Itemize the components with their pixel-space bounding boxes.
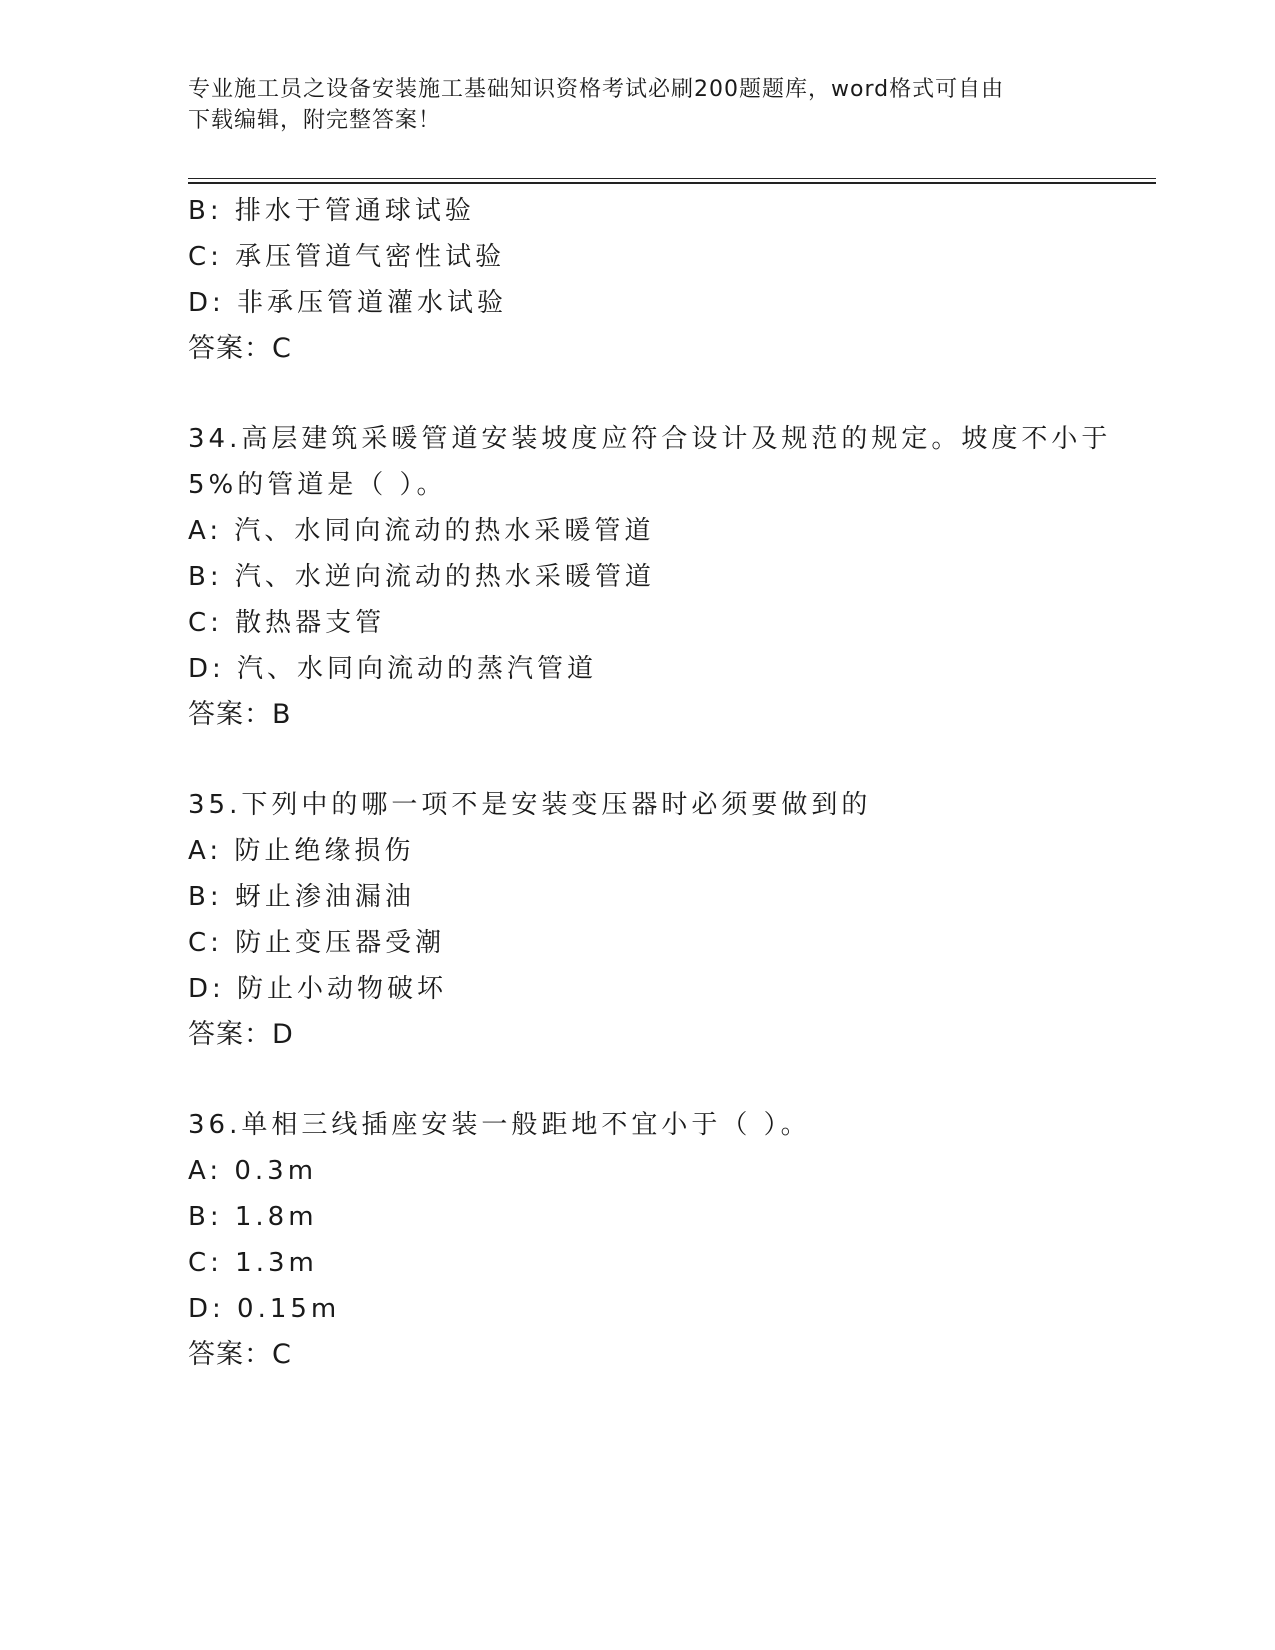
option-a: A: 汽、水同向流动的热水采暖管道 [188, 516, 655, 546]
header-divider-thick [188, 182, 1156, 184]
option-c: C: 散热器支管 [188, 608, 386, 638]
question-stem: 34.高层建筑采暖管道安装坡度应符合设计及规范的规定。坡度不小于 [188, 424, 1112, 454]
option-b: B: 1.8m [188, 1202, 318, 1232]
option-b: B: 汽、水逆向流动的热水采暖管道 [188, 562, 655, 592]
spacer [188, 738, 1088, 782]
answer: 答案：B [188, 699, 292, 730]
header-line-2: 下载编辑，附完整答案！ [188, 108, 442, 133]
option-d: D: 非承压管道灌水试验 [188, 288, 508, 318]
document-body [188, 188, 1112, 1378]
answer: 答案：C [188, 1339, 292, 1370]
option-c: C: 1.3m [188, 1248, 318, 1278]
question-36 [188, 1102, 1088, 1378]
answer: 答案：D [188, 1019, 294, 1050]
option-d: D: 汽、水同向流动的蒸汽管道 [188, 654, 598, 684]
document-header [188, 74, 1088, 136]
header-divider-thin [188, 178, 1156, 179]
question-33-continued [188, 188, 1088, 372]
option-c: C: 防止变压器受潮 [188, 928, 446, 958]
option-d: D: 防止小动物破坏 [188, 974, 448, 1004]
spacer [188, 1058, 1088, 1102]
option-a: A: 0.3m [188, 1156, 318, 1186]
header-line-1: 专业施工员之设备安装施工基础知识资格考试必刷200题题库，word格式可自由 [188, 77, 1005, 102]
question-stem: 35.下列中的哪一项不是安装变压器时必须要做到的 [188, 790, 872, 820]
question-35 [188, 782, 1088, 1058]
question-34 [188, 416, 1112, 738]
option-d: D: 0.15m [188, 1294, 341, 1324]
question-stem: 36.单相三线插座安装一般距地不宜小于（ ）。 [188, 1110, 811, 1140]
question-stem-continued: 5%的管道是（ ）。 [188, 470, 447, 500]
option-b: B: 排水于管通球试验 [188, 196, 475, 226]
answer: 答案：C [188, 333, 292, 364]
option-c: C: 承压管道气密性试验 [188, 242, 506, 272]
spacer [188, 372, 1088, 416]
option-b: B: 蚜止渗油漏油 [188, 882, 415, 912]
option-a: A: 防止绝缘损伤 [188, 836, 415, 866]
